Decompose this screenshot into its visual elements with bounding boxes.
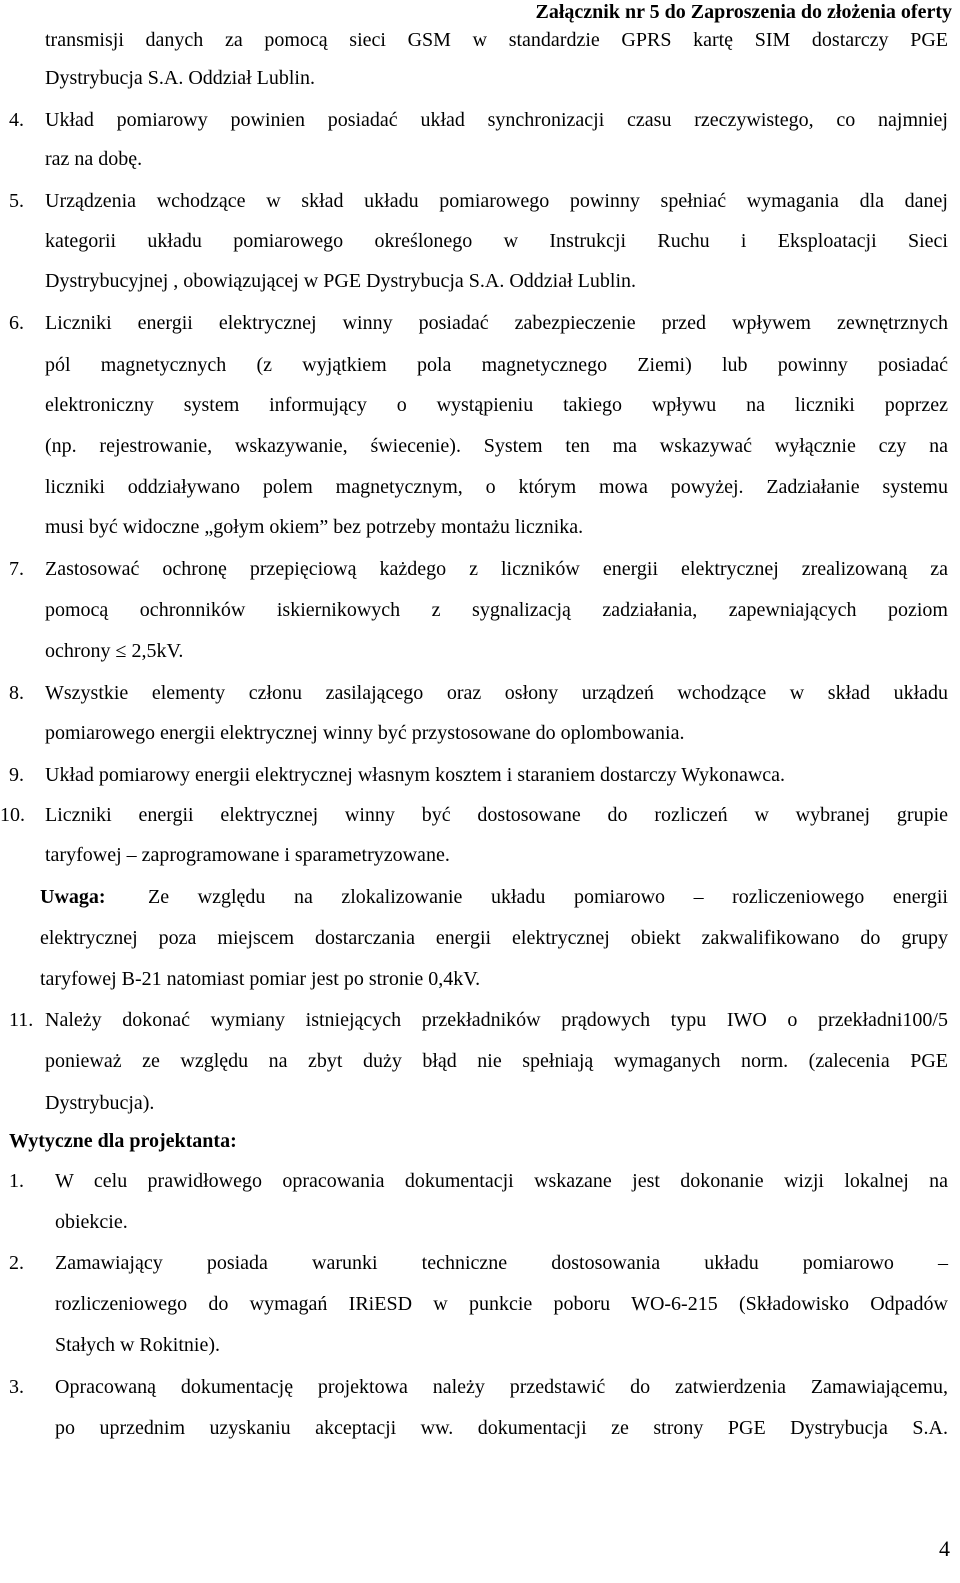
text-line: Zamawiający posiada warunki techniczne dostosowania układu pomiarowo –	[55, 1252, 948, 1274]
text-line: liczniki oddziaływano polem magnetycznym, o którym mowa powyżej. Zadziałanie systemu	[45, 476, 948, 498]
list-number: 3.	[9, 1376, 24, 1398]
list-number: 8.	[9, 682, 24, 704]
text-line: pól magnetycznych (z wyjątkiem pola magnetycznego Ziemi) lub powinny posiadać	[45, 354, 948, 376]
text-line: Dystrybucja).	[45, 1092, 155, 1114]
text-line: raz na dobę.	[45, 148, 143, 170]
text-line: Ze względu na zlokalizowanie układu pomiarowo – rozliczeniowego energii	[148, 886, 948, 908]
text-line: Urządzenia wchodzące w skład układu pomiarowego powinny spełniać wymagania dla danej	[45, 190, 948, 212]
text-line: elektroniczny system informujący o wystąpieniu takiego wpływu na liczniki poprzez	[45, 394, 948, 416]
text-line: Układ pomiarowy powinien posiadać układ synchronizacji czasu rzeczywistego, co najmniej	[45, 109, 948, 131]
text-line: obiekcie.	[55, 1211, 128, 1233]
text-line: pomocą ochronników iskiernikowych z sygnalizacją zadziałania, zapewniających poziom	[45, 599, 948, 621]
text-line: (np. rejestrowanie, wskazywanie, świecenie). System ten ma wskazywać wyłącznie czy na	[45, 435, 948, 457]
list-number: 11.	[9, 1009, 34, 1031]
text-line: ponieważ ze względu na zbyt duży błąd nie spełniają wymaganych norm. (zalecenia PGE	[45, 1050, 948, 1072]
list-number: 1.	[9, 1170, 24, 1192]
text-line: taryfowej – zaprogramowane i sparametryzowane.	[45, 844, 450, 866]
text-line: kategorii układu pomiarowego określonego w Instrukcji Ruchu i Eksploatacji Sieci	[45, 230, 948, 252]
text-line: taryfowej B-21 natomiast pomiar jest po stronie 0,4kV.	[40, 968, 481, 990]
text-line: elektrycznej poza miejscem dostarczania energii elektrycznej obiekt zakwalifikowano do grupy	[40, 927, 948, 949]
text-line: rozliczeniowego do wymagań IRiESD w punkcie poboru WO-6-215 (Składowisko Odpadów	[55, 1293, 948, 1315]
list-number: 7.	[9, 558, 24, 580]
list-number: 10.	[0, 804, 25, 826]
text-line: W celu prawidłowego opracowania dokumentacji wskazane jest dokonanie wizji lokalnej na	[55, 1170, 948, 1192]
list-number: 9.	[9, 764, 24, 786]
list-number: 5.	[9, 190, 24, 212]
text-line: Liczniki energii elektrycznej winny posiadać zabezpieczenie przed wpływem zewnętrznych	[45, 312, 948, 334]
list-number: 2.	[9, 1252, 24, 1274]
text-line: Zastosować ochronę przepięciową każdego z liczników energii elektrycznej zrealizowaną za	[45, 558, 948, 580]
text-line: musi być widoczne „gołym okiem” bez potrzeby montażu licznika.	[45, 516, 584, 538]
text-line: Stałych w Rokitnie).	[55, 1334, 220, 1356]
text-line: pomiarowego energii elektrycznej winny być przystosowane do oplombowania.	[45, 722, 685, 744]
text-line: Należy dokonać wymiany istniejących przekładników prądowych typu IWO o przekładni100/5	[45, 1009, 948, 1031]
text-line: Układ pomiarowy energii elektrycznej własnym kosztem i staraniem dostarczy Wykonawca.	[45, 764, 786, 786]
text-line: Liczniki energii elektrycznej winny być dostosowane do rozliczeń w wybranej grupie	[45, 804, 948, 826]
text-line: Dystrybucyjnej , obowiązującej w PGE Dystrybucja S.A. Oddział Lublin.	[45, 270, 636, 292]
note-label: Uwaga:	[40, 886, 106, 908]
text-line: po uprzednim uzyskaniu akceptacji ww. dokumentacji ze strony PGE Dystrybucja S.A.	[55, 1417, 948, 1439]
section-title: Wytyczne dla projektanta:	[9, 1130, 237, 1152]
list-number: 4.	[9, 109, 24, 131]
text-line: Dystrybucja S.A. Oddział Lublin.	[45, 67, 315, 89]
text-line: Opracowaną dokumentację projektowa należy przedstawić do zatwierdzenia Zamawiającemu,	[55, 1376, 948, 1398]
page-header: Załącznik nr 5 do Zaproszenia do złożenia oferty	[535, 1, 952, 23]
page-number: 4	[939, 1536, 950, 1561]
text-line: transmisji danych za pomocą sieci GSM w standardzie GPRS kartę SIM dostarczy PGE	[45, 29, 948, 51]
text-line: Wszystkie elementy członu zasilającego oraz osłony urządzeń wchodzące w skład układu	[45, 682, 948, 704]
text-line: ochrony ≤ 2,5kV.	[45, 640, 184, 662]
list-number: 6.	[9, 312, 24, 334]
